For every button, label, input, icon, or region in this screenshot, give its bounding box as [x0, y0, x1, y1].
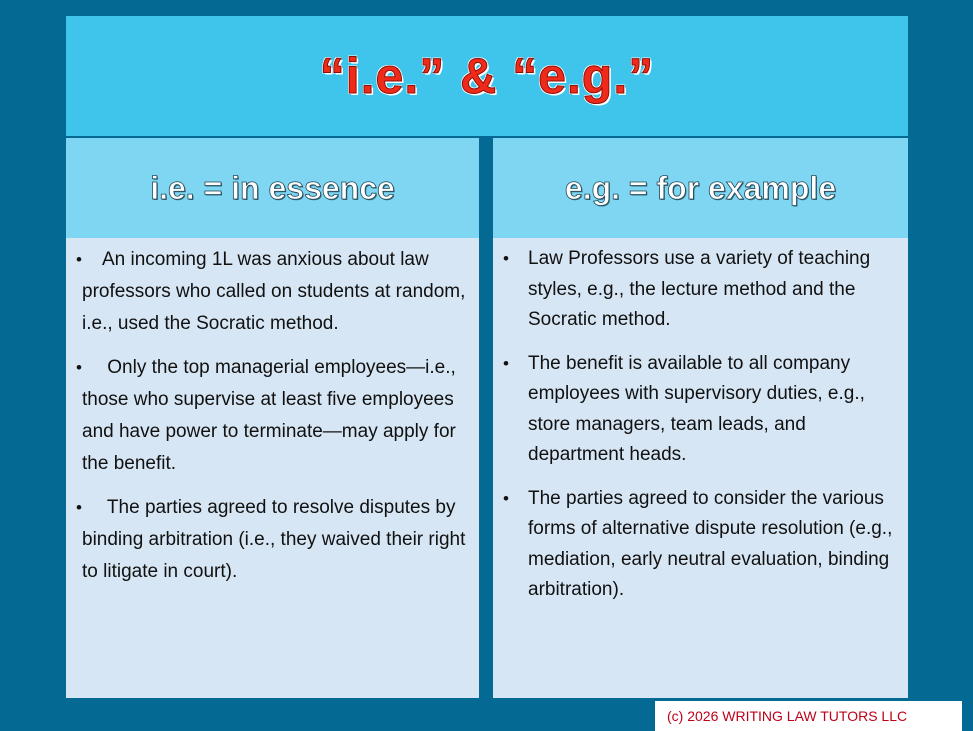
bullet-text: An incoming 1L was anxious about law professors who called on students at random, i.e., used the Socratic method.: [82, 249, 466, 334]
list-item: [501, 244, 902, 336]
bullet-text: The benefit is available to all company employees with supervisory duties, e.g., store managers, team leads, and department heads.: [528, 352, 865, 465]
ie-examples-list: [76, 244, 469, 588]
slide-title: “i.e.” & “e.g.”: [319, 48, 655, 104]
left-column-title: i.e. = in essence: [150, 169, 395, 206]
bullet-icon: •: [76, 250, 82, 269]
copyright-notice: (c) 2026 WRITING LAW TUTORS LLC: [655, 701, 962, 731]
bullet-text: Law Professors use a variety of teaching styles, e.g., the lecture method and the Socratic method.: [528, 248, 871, 330]
title-bar: [66, 16, 908, 136]
right-column-title: e.g. = for example: [564, 169, 837, 206]
bullet-icon: •: [76, 358, 82, 377]
list-item: [76, 352, 469, 480]
bullet-text: The parties agreed to consider the various forms of alternative dispute resolution (e.g., mediation, early neutral evaluation, binding arbitration).: [528, 487, 893, 600]
right-column-body: [493, 238, 908, 698]
bullet-text: Only the top managerial employees—i.e., those who supervise at least five employees and have power to terminate—may apply for the benefit.: [82, 357, 456, 474]
list-item: [76, 244, 469, 340]
bullet-icon: •: [503, 488, 509, 508]
eg-examples-list: [501, 244, 902, 606]
list-item: [501, 484, 902, 606]
right-column-header: [493, 138, 908, 238]
left-column-body: [66, 238, 479, 698]
list-item: [501, 349, 902, 471]
bullet-icon: •: [503, 249, 509, 268]
bullet-icon: •: [76, 498, 82, 517]
left-column-header: [66, 138, 479, 238]
bullet-icon: •: [503, 353, 509, 373]
list-item: [76, 492, 469, 588]
bullet-text: The parties agreed to resolve disputes by binding arbitration (i.e., they waived their right to litigate in court).: [82, 497, 466, 582]
